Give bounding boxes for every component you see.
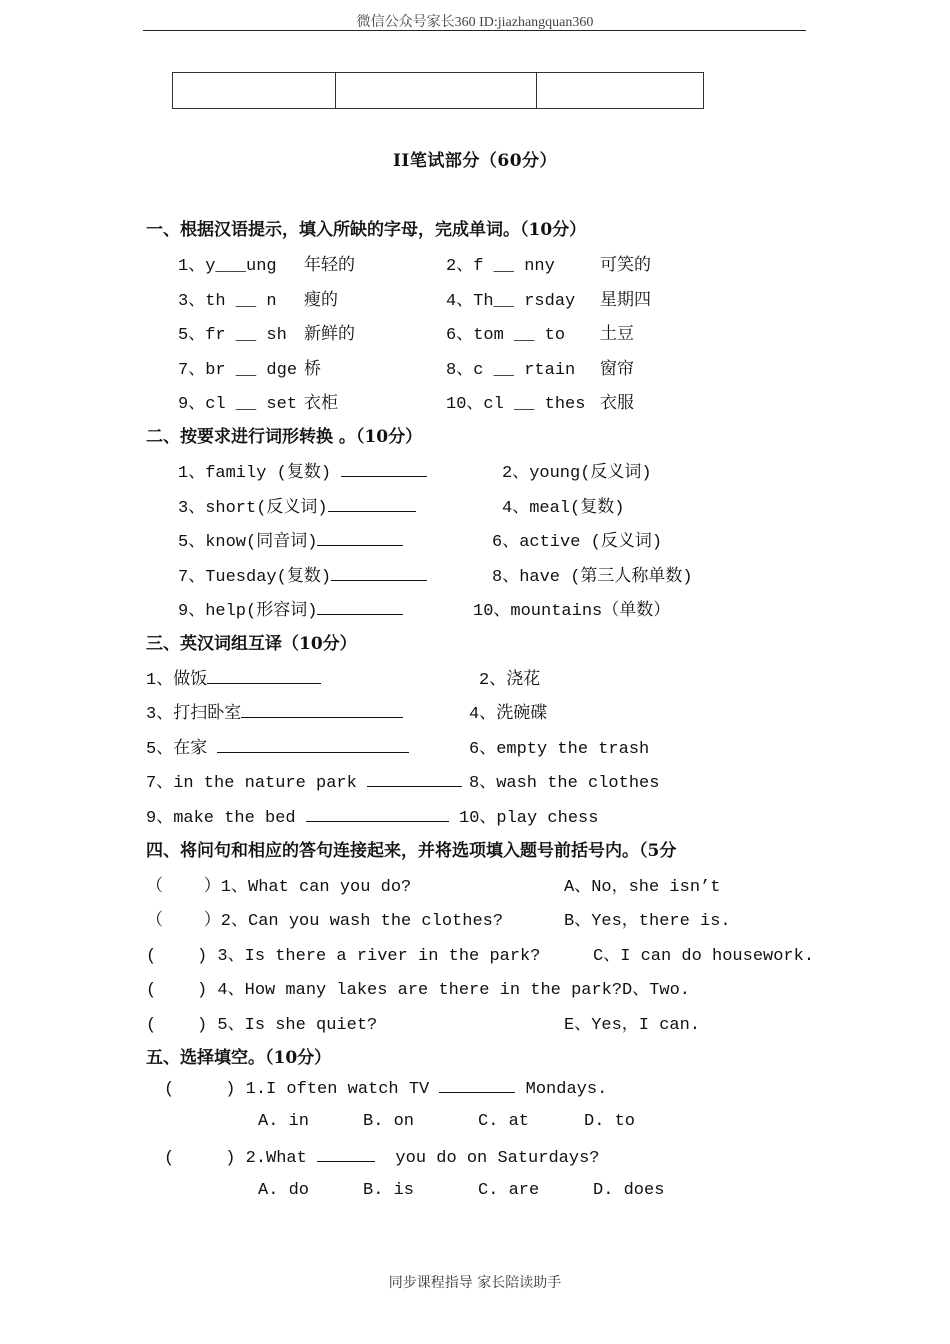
s1-hint-5: 新鲜的 <box>304 326 355 345</box>
s5-q1-option-c[interactable]: C. at <box>478 1112 530 1131</box>
answer-blank[interactable] <box>328 497 416 512</box>
s2-item-5: 5、know(同音词) <box>178 526 403 552</box>
s4-answer-e: E、Yes，I can. <box>564 1016 701 1035</box>
s3-item-2: 2、浇花 <box>479 671 541 690</box>
s3-item-7: 7、in the nature park <box>146 767 462 793</box>
s5-q1-option-a[interactable]: A. in <box>258 1112 310 1131</box>
s1-hint-2: 可笑的 <box>600 257 651 276</box>
s4-question-5: ( ) 5、Is she quiet? <box>146 1016 378 1035</box>
s4-answer-a: A、No，she isn’t <box>564 878 721 897</box>
s5-q2-option-d[interactable]: D. does <box>593 1181 665 1200</box>
answer-blank[interactable] <box>317 600 403 615</box>
s1-hint-4: 星期四 <box>600 292 651 311</box>
s1-hint-1: 年轻的 <box>304 257 355 276</box>
s2-item-8: 8、have (第三人称单数) <box>492 568 693 587</box>
answer-blank[interactable] <box>367 772 462 787</box>
s1-item-4: 4、Th__ rsday <box>446 292 576 311</box>
answer-blank[interactable] <box>217 738 409 753</box>
s4-answer-b: B、Yes，there is. <box>564 912 731 931</box>
s1-item-3: 3、th __ n <box>178 292 277 311</box>
page-header: 微信公众号家长360 ID:jiazhangquan360 <box>356 15 594 30</box>
score-cell-2[interactable] <box>336 73 537 109</box>
s1-hint-8: 窗帘 <box>600 361 634 380</box>
page-footer: 同步课程指导 家长陪读助手 <box>388 1275 562 1291</box>
section-1-title: 一、根据汉语提示，填入所缺的字母，完成单词。（10分） <box>146 220 587 240</box>
s1-item-10: 10、cl __ thes <box>446 395 586 414</box>
s2-item-6: 6、active (反义词) <box>492 533 663 552</box>
s1-hint-10: 衣服 <box>600 395 634 414</box>
s1-hint-6: 土豆 <box>600 326 634 345</box>
s2-item-2: 2、young(反义词) <box>502 464 652 483</box>
answer-blank[interactable] <box>241 703 403 718</box>
s5-q2-option-a[interactable]: A. do <box>258 1181 310 1200</box>
s5-q2-option-b[interactable]: B. is <box>363 1181 415 1200</box>
s4-answer-c: C、I can do housework. <box>593 947 815 966</box>
s1-item-2: 2、f __ nny <box>446 257 555 276</box>
s2-item-1: 1、family (复数) <box>178 457 427 483</box>
s1-item-5: 5、fr __ sh <box>178 326 287 345</box>
s4-question-1: （ ）1、What can you do? <box>146 878 412 897</box>
s1-hint-3: 瘦的 <box>304 292 338 311</box>
s4-question-2: （ ）2、Can you wash the clothes? <box>146 912 504 931</box>
s2-item-10: 10、mountains（单数） <box>473 602 671 621</box>
s3-item-3: 3、打扫卧室 <box>146 698 403 724</box>
s3-item-9: 9、make the bed <box>146 802 449 828</box>
answer-blank[interactable] <box>317 531 403 546</box>
section-3-title: 三、英汉词组互译（10分） <box>146 634 357 654</box>
s1-item-8: 8、c __ rtain <box>446 361 576 380</box>
s3-item-4: 4、洗碗碟 <box>469 705 548 724</box>
section-2-title: 二、按要求进行词形转换 。（10分） <box>146 427 423 447</box>
s3-item-10: 10、play chess <box>459 809 599 828</box>
s1-item-6: 6、tom __ to <box>446 326 566 345</box>
s4-answer-d: D、Two. <box>622 981 691 1000</box>
score-cell-3[interactable] <box>537 73 704 109</box>
s4-question-3: ( ) 3、Is there a river in the park? <box>146 947 541 966</box>
s2-item-3: 3、short(反义词) <box>178 492 416 518</box>
answer-blank[interactable] <box>331 566 427 581</box>
s3-item-5: 5、在家 <box>146 733 409 759</box>
header-rule <box>143 30 806 31</box>
s5-q2-option-c[interactable]: C. are <box>478 1181 540 1200</box>
s1-item-9: 9、cl __ set <box>178 395 298 414</box>
part-title: II笔试部分（60分） <box>392 151 558 171</box>
s3-item-6: 6、empty the trash <box>469 740 650 759</box>
s5-q1-option-d[interactable]: D. to <box>584 1112 636 1131</box>
s2-item-9: 9、help(形容词) <box>178 595 403 621</box>
section-4-title: 四、将问句和相应的答句连接起来，并将选项填入题号前括号内。（5分 <box>146 841 677 861</box>
s1-hint-9: 衣柜 <box>304 395 338 414</box>
s1-item-7: 7、br __ dge <box>178 361 298 380</box>
s3-item-8: 8、wash the clothes <box>469 774 660 793</box>
s2-item-7: 7、Tuesday(复数) <box>178 561 427 587</box>
answer-blank[interactable] <box>341 462 427 477</box>
answer-blank[interactable] <box>439 1078 515 1093</box>
s5-q1-option-b[interactable]: B. on <box>363 1112 415 1131</box>
answer-blank[interactable] <box>317 1147 375 1162</box>
answer-blank[interactable] <box>306 807 449 822</box>
s1-item-1: 1、y___ung <box>178 257 277 276</box>
s4-question-4: ( ) 4、How many lakes are there in the park? <box>146 981 623 1000</box>
answer-blank[interactable] <box>207 669 321 684</box>
score-table <box>172 72 704 109</box>
score-cell-1[interactable] <box>173 73 336 109</box>
s1-hint-7: 桥 <box>304 361 321 380</box>
s3-item-1: 1、做饭 <box>146 664 321 690</box>
s2-item-4: 4、meal(复数) <box>502 499 625 518</box>
s5-question-2: ( ) 2.What you do on Saturdays? <box>164 1149 600 1168</box>
s5-question-1: ( ) 1.I often watch TV Mondays. <box>164 1080 608 1099</box>
section-5-title: 五、选择填空。（10分） <box>146 1048 332 1068</box>
